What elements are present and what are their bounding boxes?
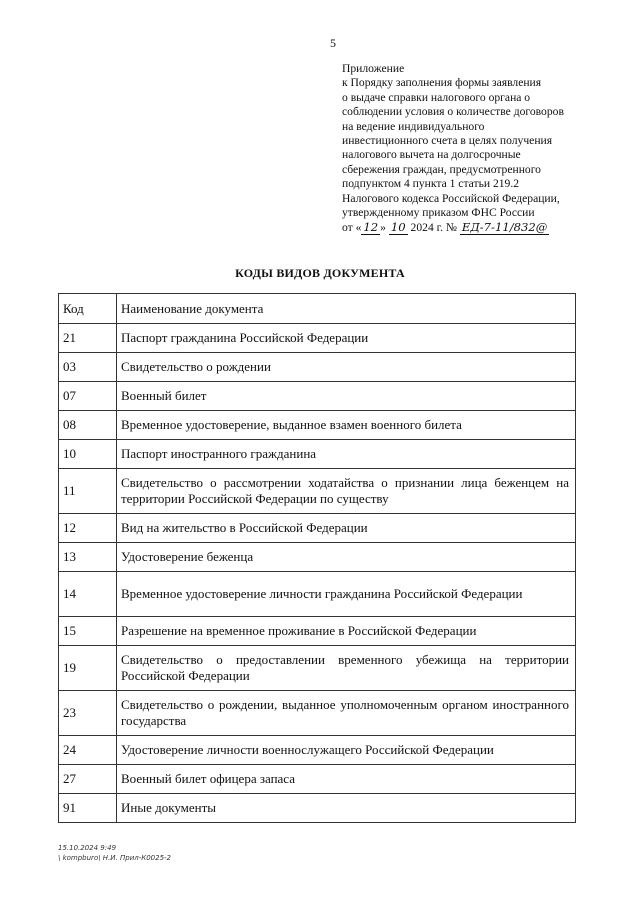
row-code: 23 [59, 691, 117, 736]
row-code: 15 [59, 617, 117, 646]
handwritten-month: 10 [390, 220, 406, 235]
handwritten-order-number: ЕД-7-11/832@ [461, 220, 548, 235]
row-name: Временное удостоверение личности гражданина Российской Федерации [117, 572, 576, 617]
row-code: 13 [59, 543, 117, 572]
table-row [59, 794, 576, 823]
row-name: Военный билет [117, 382, 576, 411]
row-code: 14 [59, 572, 117, 617]
date-prefix: от « [342, 221, 362, 235]
document-codes-table [58, 293, 576, 823]
row-name: Удостоверение личности военнослужащего Российской Федерации [117, 736, 576, 765]
table-row [59, 691, 576, 736]
table-row [59, 469, 576, 514]
row-code: 12 [59, 514, 117, 543]
row-name: Свидетельство о рождении [117, 353, 576, 382]
appendix-line: соблюдении условия о количестве договоров [342, 105, 564, 119]
table-row [59, 736, 576, 765]
header-name: Наименование документа [117, 294, 576, 324]
row-code: 11 [59, 469, 117, 514]
appendix-line: сбережения граждан, предусмотренного [342, 162, 541, 176]
table-row [59, 543, 576, 572]
appendix-line: Приложение [342, 62, 405, 75]
order-date-line [342, 220, 627, 235]
row-code: 19 [59, 646, 117, 691]
appendix-header [342, 62, 627, 236]
page-number: 5 [330, 36, 336, 50]
table-row [59, 514, 576, 543]
table-header-row [59, 294, 576, 324]
table-row [59, 353, 576, 382]
print-footer [58, 843, 171, 863]
row-name: Удостоверение беженца [117, 543, 576, 572]
row-name: Военный билет офицера запаса [117, 765, 576, 794]
appendix-line: подпунктом 4 пункта 1 статьи 219.2 [342, 177, 520, 191]
document-title: КОДЫ ВИДОВ ДОКУМЕНТА [235, 266, 405, 280]
row-name: Свидетельство о предоставлении временного убежища на территории Российской Федерации [117, 646, 576, 691]
year-text: 2024 г. № [410, 221, 457, 235]
row-name: Вид на жительство в Российской Федерации [117, 514, 576, 543]
row-code: 08 [59, 411, 117, 440]
row-name: Паспорт гражданина Российской Федерации [117, 324, 576, 353]
row-code: 07 [59, 382, 117, 411]
appendix-line: налогового вычета на долгосрочные [342, 148, 521, 162]
appendix-line: Налогового кодекса Российской Федерации, [342, 191, 560, 205]
appendix-line: утвержденному приказом ФНС России [342, 206, 535, 220]
handwritten-day: 12 [363, 220, 379, 235]
table-row [59, 382, 576, 411]
row-name: Свидетельство о рассмотрении ходатайства о признании лица беженцем на территории Российской Федерации по существу [117, 469, 576, 514]
row-name: Иные документы [117, 794, 576, 823]
appendix-line: о выдаче справки налогового органа о [342, 90, 531, 104]
table-row [59, 572, 576, 617]
row-name: Свидетельство о рождении, выданное уполномоченным органом иностранного государства [117, 691, 576, 736]
footer-timestamp: 15.10.2024 9:49 [58, 844, 117, 852]
appendix-line: на ведение индивидуального [342, 119, 485, 133]
row-code: 10 [59, 440, 117, 469]
table-row [59, 411, 576, 440]
appendix-line: к Порядку заполнения формы заявления [342, 76, 542, 90]
date-mid: » [380, 221, 386, 235]
header-code: Код [59, 294, 117, 324]
row-name: Паспорт иностранного гражданина [117, 440, 576, 469]
row-code: 91 [59, 794, 117, 823]
row-code: 21 [59, 324, 117, 353]
table-row [59, 646, 576, 691]
table-row [59, 617, 576, 646]
table-row [59, 765, 576, 794]
row-code: 27 [59, 765, 117, 794]
table-row [59, 440, 576, 469]
footer-path: \ kompburo\ Н.И. Прил-К0025-2 [58, 854, 172, 862]
appendix-line: инвестиционного счета в целях получения [342, 134, 553, 148]
row-name: Временное удостоверение, выданное взамен военного билета [117, 411, 576, 440]
table-row [59, 324, 576, 353]
row-code: 24 [59, 736, 117, 765]
row-code: 03 [59, 353, 117, 382]
row-name: Разрешение на временное проживание в Российской Федерации [117, 617, 576, 646]
